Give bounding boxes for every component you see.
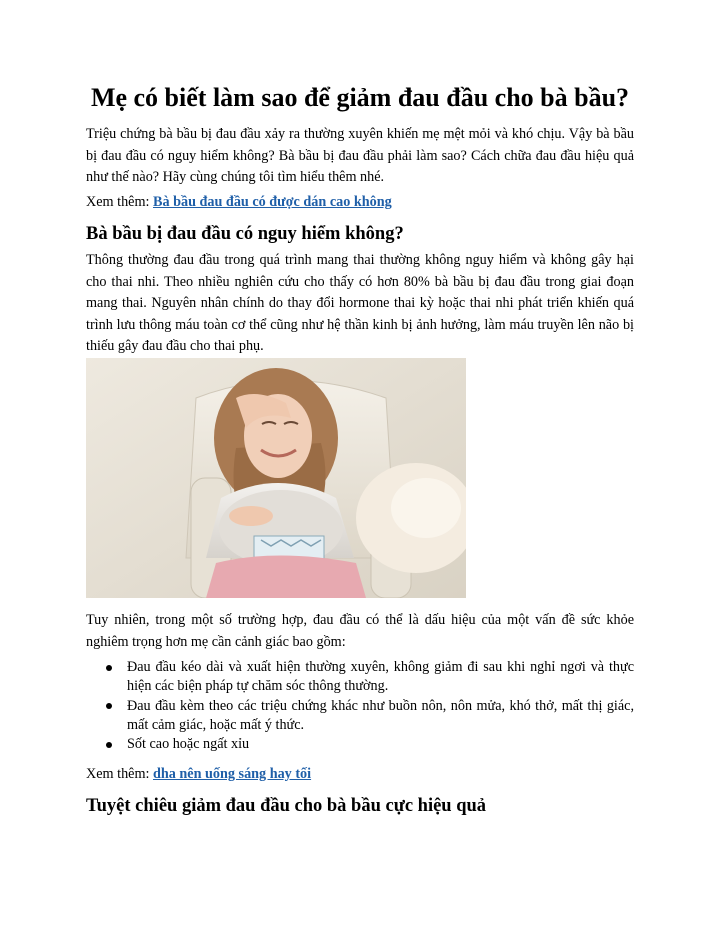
bullet-icon <box>106 665 112 671</box>
warning-intro-paragraph: Tuy nhiên, trong một số trường hợp, đau đầu có thể là dấu hiệu của một vấn đề sức khỏe nghiêm trọng hơn mẹ cần cảnh giác bao gồm: <box>86 612 634 650</box>
see-also-2 <box>86 764 311 784</box>
section-body-danger: Thông thường đau đầu trong quá trình mang thai thường không nguy hiểm và không gây hại cho thai nhi. Theo nhiều nghiên cứu cho thấy có hơn 80% bà bầu bị đau đầu trong giai đoạn mang thai. Nguyên nhân chính do thay đổi hormone thai kỳ hoặc thai nhi phát triển khiến quá trình lưu thông máu toàn cơ thể cũng như hệ thần kinh bị ảnh hưởng, làm máu truyền lên não bị thiếu gây đau đầu cho thai phụ. <box>86 252 634 354</box>
section-heading-danger: Bà bầu bị đau đầu có nguy hiểm không? <box>86 224 404 244</box>
warning-signs-list <box>86 658 634 755</box>
list-item: Đau đầu kèm theo các triệu chứng khác như buồn nôn, nôn mửa, khó thở, mất thị giác, mất cảm giác, hoặc mất ý thức. <box>86 697 634 735</box>
pregnant-woman-headache-photo <box>86 358 466 598</box>
bullet-icon <box>106 742 112 748</box>
see-also-link-patch[interactable]: Bà bầu đau đầu có được dán cao không <box>152 194 392 210</box>
list-item: Sốt cao hoặc ngất xỉu <box>86 735 634 754</box>
see-also-1 <box>86 192 392 212</box>
see-also-label: Xem thêm: <box>86 194 153 210</box>
see-also-label: Xem thêm: <box>86 766 153 782</box>
bullet-icon <box>106 703 112 709</box>
see-also-link-dha[interactable]: dha nên uống sáng hay tối <box>152 766 312 782</box>
intro-paragraph: Triệu chứng bà bầu bị đau đầu xảy ra thường xuyên khiến mẹ mệt mỏi và khó chịu. Vậy bà bầu bị đau đầu có nguy hiểm không? Bà bầu bị đau đầu phải làm sao? Cách chữa đau đầu hiệu quả như thế nào? Hãy cùng chúng tôi tìm hiểu thêm nhé. <box>86 126 634 185</box>
section-heading-tips: Tuyệt chiêu giảm đau đầu cho bà bầu cực hiệu quả <box>86 796 487 816</box>
list-item: Đau đầu kéo dài và xuất hiện thường xuyên, không giảm đi sau khi nghỉ ngơi và thực hiện các biện pháp tự chăm sóc thông thường. <box>86 658 634 696</box>
page-title: Mẹ có biết làm sao để giảm đau đầu cho bà bầu? <box>90 83 630 112</box>
